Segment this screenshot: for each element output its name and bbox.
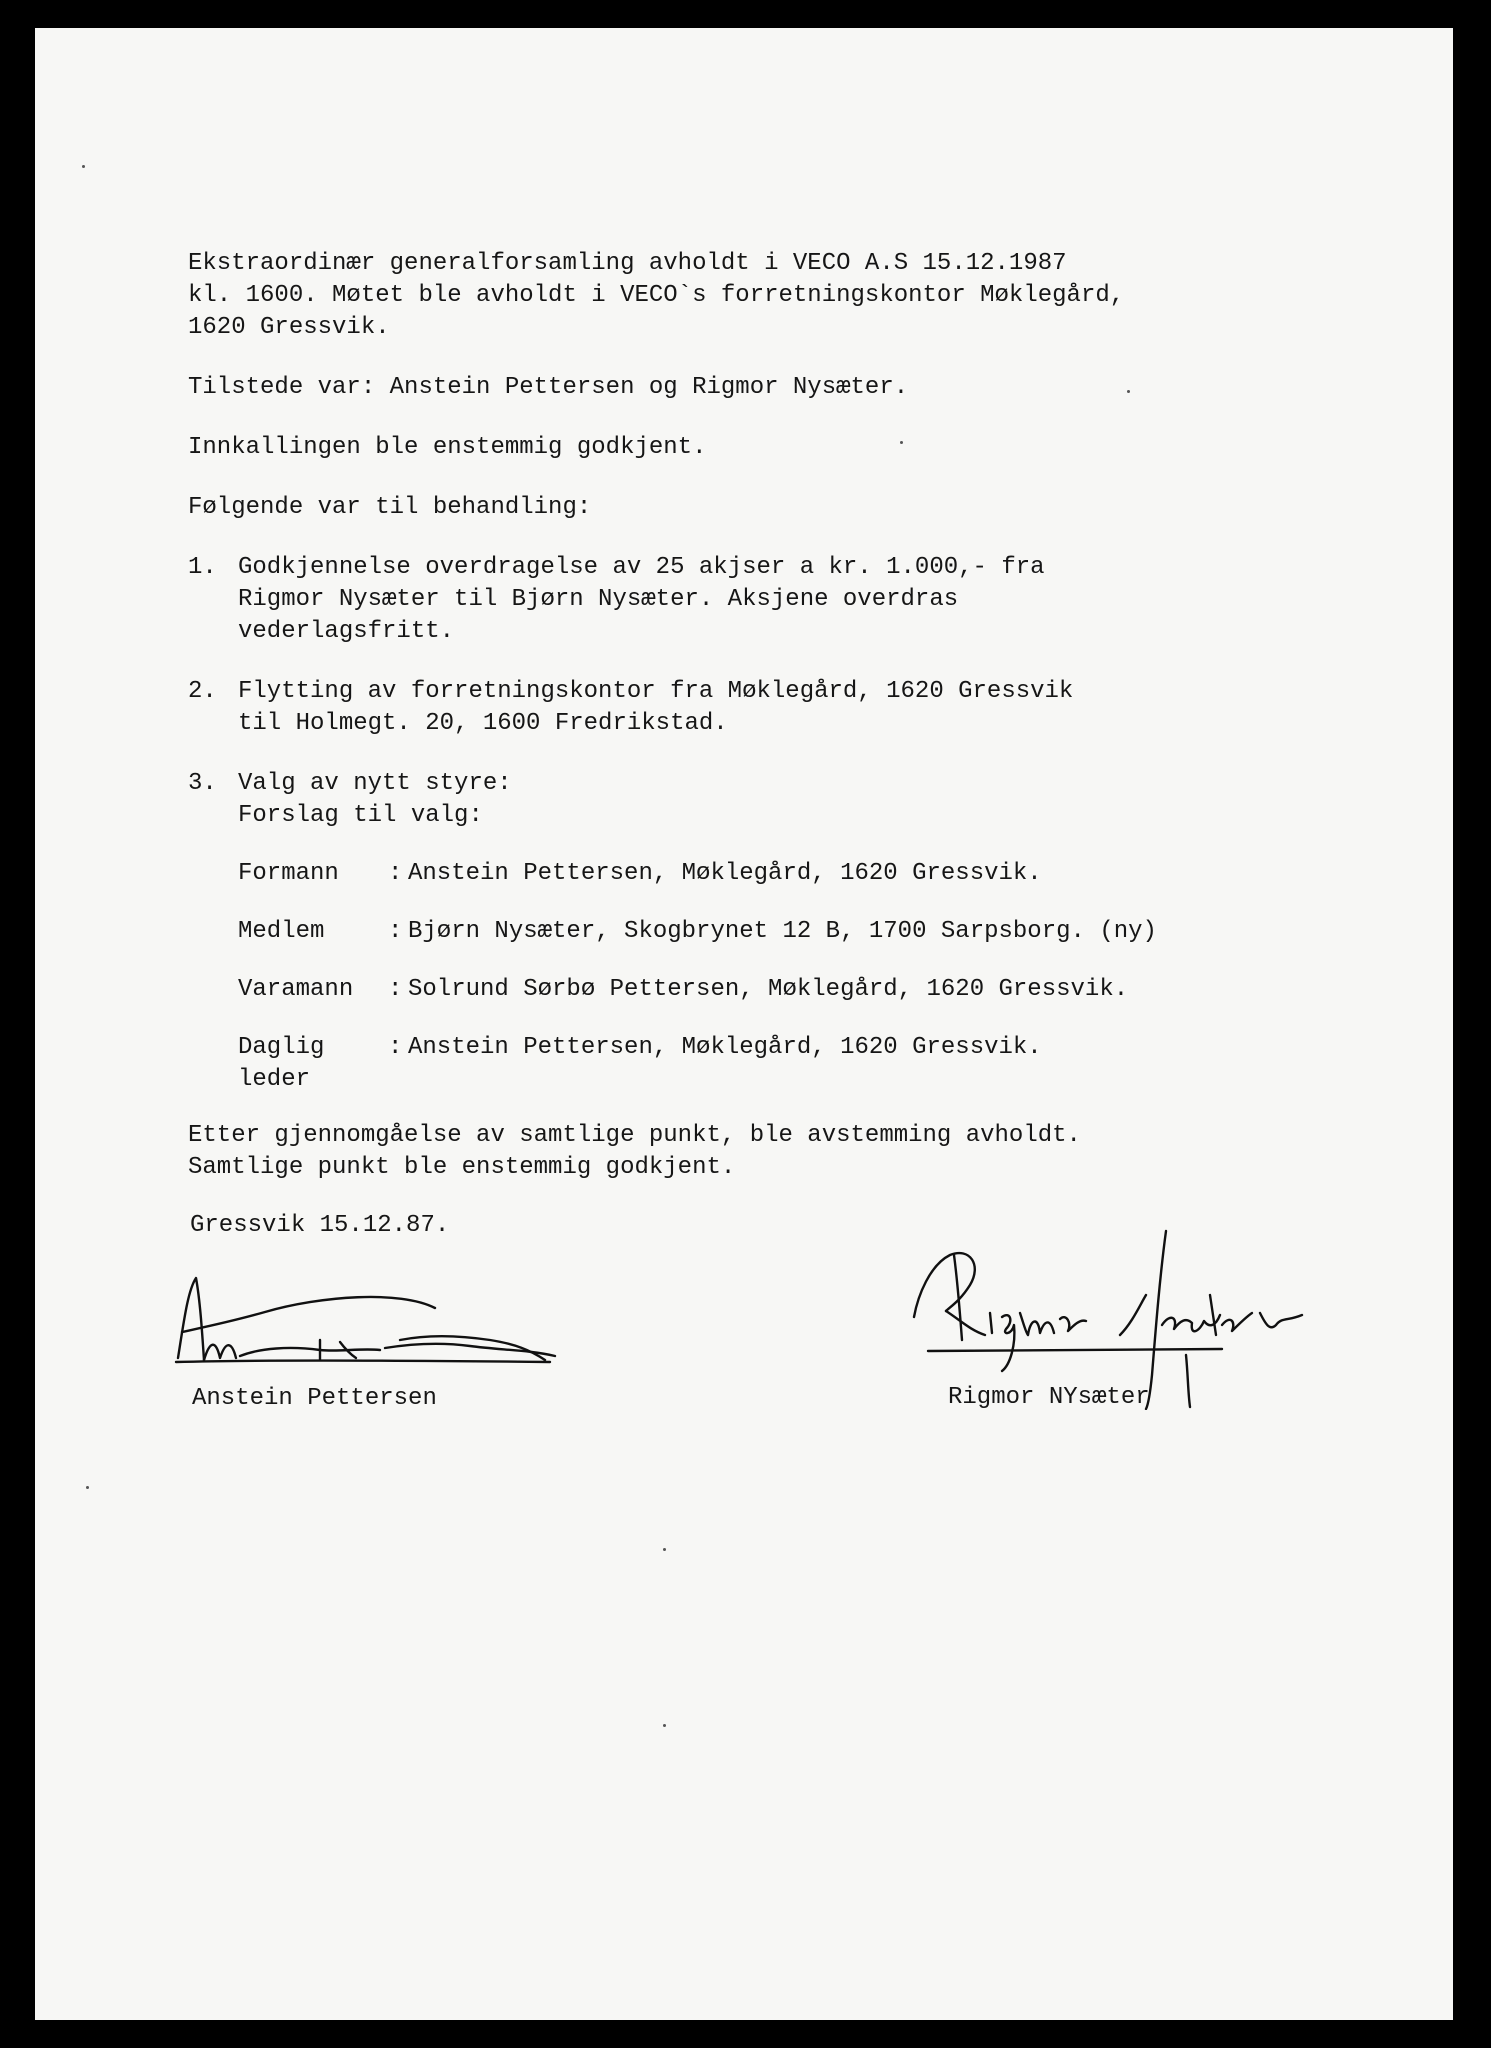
conclusion: [188, 1120, 1338, 1184]
board-value: Anstein Pettersen, Møklegård, 1620 Gressvik.: [408, 860, 1042, 887]
signature-anstein-pettersen: [170, 1270, 560, 1380]
agenda-item-line: Valg av nytt styre:: [238, 770, 512, 797]
board-role: Varamann: [238, 976, 354, 1003]
header-line: Ekstraordinær generalforsamling avholdt i VECO A.S 15.12.1987: [188, 250, 1067, 277]
paper-speck: [86, 1486, 89, 1489]
agenda-item-line: vederlagsfritt.: [238, 618, 455, 645]
header-line: kl. 1600. Møtet ble avholdt i VECO`s forretningskontor Møklegård,: [188, 282, 1125, 309]
header-line: 1620 Gressvik.: [188, 314, 390, 341]
paper-speck: [663, 1548, 666, 1551]
board-separator: :: [388, 976, 403, 1003]
agenda-item-line: Flytting av forretningskontor fra Møklegård, 1620 Gressvik: [238, 678, 1074, 705]
paper-speck: [82, 165, 85, 168]
agenda-item-line: til Holmegt. 20, 1600 Fredrikstad.: [238, 710, 728, 737]
signature-rigmor-nysaeter: [910, 1225, 1310, 1410]
board-value: Anstein Pettersen, Møklegård, 1620 Gressvik.: [408, 1034, 1042, 1061]
board-role: Daglig leder: [238, 1034, 325, 1093]
place-date: Gressvik 15.12.87.: [190, 1212, 450, 1239]
agenda-intro: Følgende var til behandling:: [188, 494, 592, 521]
board-value: Solrund Sørbø Pettersen, Møklegård, 1620 Gressvik.: [408, 976, 1129, 1003]
agenda-item-line: Godkjennelse overdragelse av 25 akjser a kr. 1.000,- fra: [238, 554, 1045, 581]
agenda-item-3: [188, 768, 1338, 832]
minutes-body: [188, 248, 1338, 1184]
approval-text: Innkallingen ble enstemmig godkjent.: [188, 434, 707, 461]
attendance-text: Tilstede var: Anstein Pettersen og Rigmor Nysæter.: [188, 374, 909, 401]
board-row: [238, 1032, 1338, 1096]
paper-speck: [663, 1724, 666, 1727]
agenda-item-number: 3.: [188, 770, 217, 797]
board-separator: :: [388, 860, 403, 887]
agenda-item-2: [188, 676, 1338, 740]
conclusion-line: Samtlige punkt ble enstemmig godkjent.: [188, 1154, 736, 1181]
agenda-item-number: 1.: [188, 554, 217, 581]
board-role: Medlem: [238, 918, 325, 945]
board-list: [238, 858, 1338, 1096]
meeting-header: [188, 248, 1338, 344]
conclusion-line: Etter gjennomgåelse av samtlige punkt, ble avstemming avholdt.: [188, 1122, 1081, 1149]
board-row: [238, 974, 1338, 1006]
board-row: [238, 916, 1338, 948]
board-separator: :: [388, 918, 403, 945]
agenda-item-1: [188, 552, 1338, 648]
signatory-name-left: Anstein Pettersen: [192, 1385, 437, 1412]
agenda-item-line: Forslag til valg:: [238, 802, 483, 829]
board-separator: :: [388, 1034, 403, 1061]
agenda-item-line: Rigmor Nysæter til Bjørn Nysæter. Aksjene overdras: [238, 586, 959, 613]
signatory-name-right: Rigmor NYsæter: [948, 1384, 1150, 1411]
board-row: [238, 858, 1338, 890]
agenda-item-number: 2.: [188, 678, 217, 705]
board-role: Formann: [238, 860, 339, 887]
board-value: Bjørn Nysæter, Skogbrynet 12 B, 1700 Sarpsborg. (ny): [408, 918, 1157, 945]
